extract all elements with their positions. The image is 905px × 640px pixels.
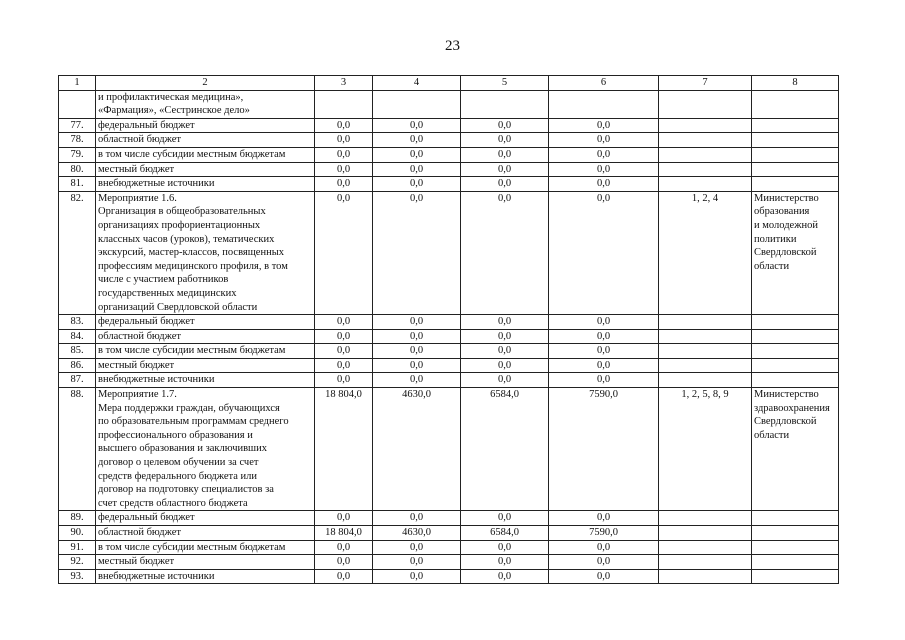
executor-cell	[752, 373, 839, 388]
col5-value-cell: 0,0	[461, 315, 549, 330]
col6-value-cell: 0,0	[549, 344, 659, 359]
row-number-cell: 88.	[59, 388, 96, 511]
description-cell: в том числе субсидии местным бюджетам	[96, 147, 315, 162]
header-cell: 1	[59, 76, 96, 91]
col5-value-cell: 0,0	[461, 511, 549, 526]
target-indicators-cell: 1, 2, 5, 8, 9	[659, 388, 752, 511]
col5-value-cell	[461, 90, 549, 118]
col4-value-cell: 0,0	[373, 162, 461, 177]
col6-value-cell: 0,0	[549, 555, 659, 570]
col4-value-cell: 0,0	[373, 540, 461, 555]
col6-value-cell: 0,0	[549, 329, 659, 344]
header-cell: 2	[96, 76, 315, 91]
col5-value-cell: 0,0	[461, 191, 549, 314]
col4-value-cell: 0,0	[373, 569, 461, 584]
executor-cell	[752, 540, 839, 555]
col4-value-cell: 0,0	[373, 133, 461, 148]
target-indicators-cell	[659, 511, 752, 526]
header-cell: 6	[549, 76, 659, 91]
description-cell: местный бюджет	[96, 555, 315, 570]
target-indicators-cell	[659, 373, 752, 388]
table-row	[59, 358, 839, 373]
col3-value-cell: 0,0	[315, 555, 373, 570]
description-cell: федеральный бюджет	[96, 118, 315, 133]
executor-cell	[752, 555, 839, 570]
col6-value-cell: 0,0	[549, 569, 659, 584]
row-number-cell: 77.	[59, 118, 96, 133]
target-indicators-cell	[659, 569, 752, 584]
col4-value-cell: 0,0	[373, 315, 461, 330]
description-cell: Мероприятие 1.7. Мера поддержки граждан, обучающихся по образовательным программам среднего профессионального образования и высшего образования и заключивших договор о целевом обучении за счет средств федерального бюджета или договор на подготовку специалистов за счет средств областного бюджета	[96, 388, 315, 511]
target-indicators-cell	[659, 555, 752, 570]
executor-cell	[752, 511, 839, 526]
col5-value-cell: 0,0	[461, 555, 549, 570]
target-indicators-cell	[659, 147, 752, 162]
target-indicators-cell	[659, 540, 752, 555]
header-cell: 8	[752, 76, 839, 91]
row-number-cell: 89.	[59, 511, 96, 526]
header-cell: 5	[461, 76, 549, 91]
table-row	[59, 133, 839, 148]
col4-value-cell: 4630,0	[373, 388, 461, 511]
description-cell: областной бюджет	[96, 526, 315, 541]
description-cell: федеральный бюджет	[96, 511, 315, 526]
executor-cell	[752, 526, 839, 541]
description-cell: внебюджетные источники	[96, 373, 315, 388]
target-indicators-cell	[659, 177, 752, 192]
col6-value-cell: 0,0	[549, 373, 659, 388]
col3-value-cell: 0,0	[315, 118, 373, 133]
target-indicators-cell	[659, 315, 752, 330]
description-cell: внебюджетные источники	[96, 569, 315, 584]
col3-value-cell: 0,0	[315, 329, 373, 344]
col5-value-cell: 0,0	[461, 373, 549, 388]
executor-cell	[752, 147, 839, 162]
table-row	[59, 90, 839, 118]
col5-value-cell: 6584,0	[461, 526, 549, 541]
target-indicators-cell	[659, 329, 752, 344]
col3-value-cell	[315, 90, 373, 118]
col4-value-cell: 0,0	[373, 358, 461, 373]
col3-value-cell: 0,0	[315, 147, 373, 162]
executor-cell	[752, 315, 839, 330]
table-row	[59, 511, 839, 526]
table-row	[59, 329, 839, 344]
col6-value-cell: 0,0	[549, 133, 659, 148]
col3-value-cell: 0,0	[315, 133, 373, 148]
col3-value-cell: 0,0	[315, 358, 373, 373]
description-cell: местный бюджет	[96, 162, 315, 177]
executor-cell: Министерство здравоохранения Свердловской области	[752, 388, 839, 511]
table-row	[59, 315, 839, 330]
col5-value-cell: 0,0	[461, 147, 549, 162]
col4-value-cell: 0,0	[373, 344, 461, 359]
col4-value-cell: 0,0	[373, 373, 461, 388]
col3-value-cell: 0,0	[315, 373, 373, 388]
col4-value-cell: 0,0	[373, 329, 461, 344]
table-row	[59, 118, 839, 133]
col6-value-cell	[549, 90, 659, 118]
col3-value-cell: 18 804,0	[315, 388, 373, 511]
row-number-cell: 82.	[59, 191, 96, 314]
col6-value-cell: 0,0	[549, 162, 659, 177]
description-cell: в том числе субсидии местным бюджетам	[96, 344, 315, 359]
executor-cell: Министерство образования и молодежной политики Свердловской области	[752, 191, 839, 314]
target-indicators-cell	[659, 344, 752, 359]
target-indicators-cell: 1, 2, 4	[659, 191, 752, 314]
table-row	[59, 162, 839, 177]
executor-cell	[752, 90, 839, 118]
target-indicators-cell	[659, 162, 752, 177]
col6-value-cell: 0,0	[549, 511, 659, 526]
target-indicators-cell	[659, 90, 752, 118]
table-row	[59, 526, 839, 541]
table-row	[59, 373, 839, 388]
col5-value-cell: 6584,0	[461, 388, 549, 511]
target-indicators-cell	[659, 118, 752, 133]
description-cell: внебюджетные источники	[96, 177, 315, 192]
col5-value-cell: 0,0	[461, 133, 549, 148]
row-number-cell: 81.	[59, 177, 96, 192]
col3-value-cell: 0,0	[315, 315, 373, 330]
col3-value-cell: 0,0	[315, 162, 373, 177]
col4-value-cell: 0,0	[373, 118, 461, 133]
executor-cell	[752, 329, 839, 344]
table-row	[59, 191, 839, 314]
header-cell: 3	[315, 76, 373, 91]
row-number-cell: 86.	[59, 358, 96, 373]
row-number-cell: 80.	[59, 162, 96, 177]
description-cell: и профилактическая медицина», «Фармация», «Сестринское дело»	[96, 90, 315, 118]
col5-value-cell: 0,0	[461, 118, 549, 133]
col6-value-cell: 0,0	[549, 177, 659, 192]
row-number-cell: 85.	[59, 344, 96, 359]
header-cell: 7	[659, 76, 752, 91]
table-row	[59, 147, 839, 162]
col4-value-cell	[373, 90, 461, 118]
row-number-cell: 87.	[59, 373, 96, 388]
description-cell: в том числе субсидии местным бюджетам	[96, 540, 315, 555]
row-number-cell: 91.	[59, 540, 96, 555]
row-number-cell: 90.	[59, 526, 96, 541]
col4-value-cell: 0,0	[373, 555, 461, 570]
col5-value-cell: 0,0	[461, 358, 549, 373]
table-row	[59, 555, 839, 570]
description-cell: федеральный бюджет	[96, 315, 315, 330]
col5-value-cell: 0,0	[461, 329, 549, 344]
description-cell: областной бюджет	[96, 133, 315, 148]
col6-value-cell: 0,0	[549, 540, 659, 555]
col5-value-cell: 0,0	[461, 569, 549, 584]
table-row	[59, 177, 839, 192]
executor-cell	[752, 133, 839, 148]
col3-value-cell: 18 804,0	[315, 526, 373, 541]
table-row	[59, 344, 839, 359]
header-cell: 4	[373, 76, 461, 91]
table-row	[59, 569, 839, 584]
col4-value-cell: 0,0	[373, 511, 461, 526]
col5-value-cell: 0,0	[461, 177, 549, 192]
col6-value-cell: 0,0	[549, 191, 659, 314]
executor-cell	[752, 569, 839, 584]
executor-cell	[752, 162, 839, 177]
row-number-cell: 93.	[59, 569, 96, 584]
target-indicators-cell	[659, 133, 752, 148]
col4-value-cell: 0,0	[373, 147, 461, 162]
row-number-cell: 84.	[59, 329, 96, 344]
budget-table	[58, 75, 839, 584]
col3-value-cell: 0,0	[315, 344, 373, 359]
col6-value-cell: 0,0	[549, 315, 659, 330]
header-row	[59, 76, 839, 91]
col4-value-cell: 0,0	[373, 177, 461, 192]
executor-cell	[752, 358, 839, 373]
executor-cell	[752, 118, 839, 133]
col5-value-cell: 0,0	[461, 540, 549, 555]
description-cell: Мероприятие 1.6. Организация в общеобразовательных организациях профориентационных классных часов (уроков), тематических экскурсий, мастер-классов, посвященных профессиям медицинского профиля, в том числе с участием работников государственных медицинских организаций Свердловской области	[96, 191, 315, 314]
description-cell: местный бюджет	[96, 358, 315, 373]
col3-value-cell: 0,0	[315, 177, 373, 192]
row-number-cell: 79.	[59, 147, 96, 162]
target-indicators-cell	[659, 358, 752, 373]
col3-value-cell: 0,0	[315, 191, 373, 314]
col6-value-cell: 0,0	[549, 147, 659, 162]
table-row	[59, 388, 839, 511]
row-number-cell: 92.	[59, 555, 96, 570]
col6-value-cell: 0,0	[549, 358, 659, 373]
executor-cell	[752, 177, 839, 192]
executor-cell	[752, 344, 839, 359]
col6-value-cell: 0,0	[549, 118, 659, 133]
row-number-cell	[59, 90, 96, 118]
col3-value-cell: 0,0	[315, 511, 373, 526]
col4-value-cell: 4630,0	[373, 526, 461, 541]
page-number: 23	[445, 38, 460, 54]
row-number-cell: 83.	[59, 315, 96, 330]
col4-value-cell: 0,0	[373, 191, 461, 314]
col6-value-cell: 7590,0	[549, 388, 659, 511]
table-row	[59, 540, 839, 555]
description-cell: областной бюджет	[96, 329, 315, 344]
col6-value-cell: 7590,0	[549, 526, 659, 541]
col5-value-cell: 0,0	[461, 162, 549, 177]
col3-value-cell: 0,0	[315, 569, 373, 584]
row-number-cell: 78.	[59, 133, 96, 148]
target-indicators-cell	[659, 526, 752, 541]
col5-value-cell: 0,0	[461, 344, 549, 359]
col3-value-cell: 0,0	[315, 540, 373, 555]
